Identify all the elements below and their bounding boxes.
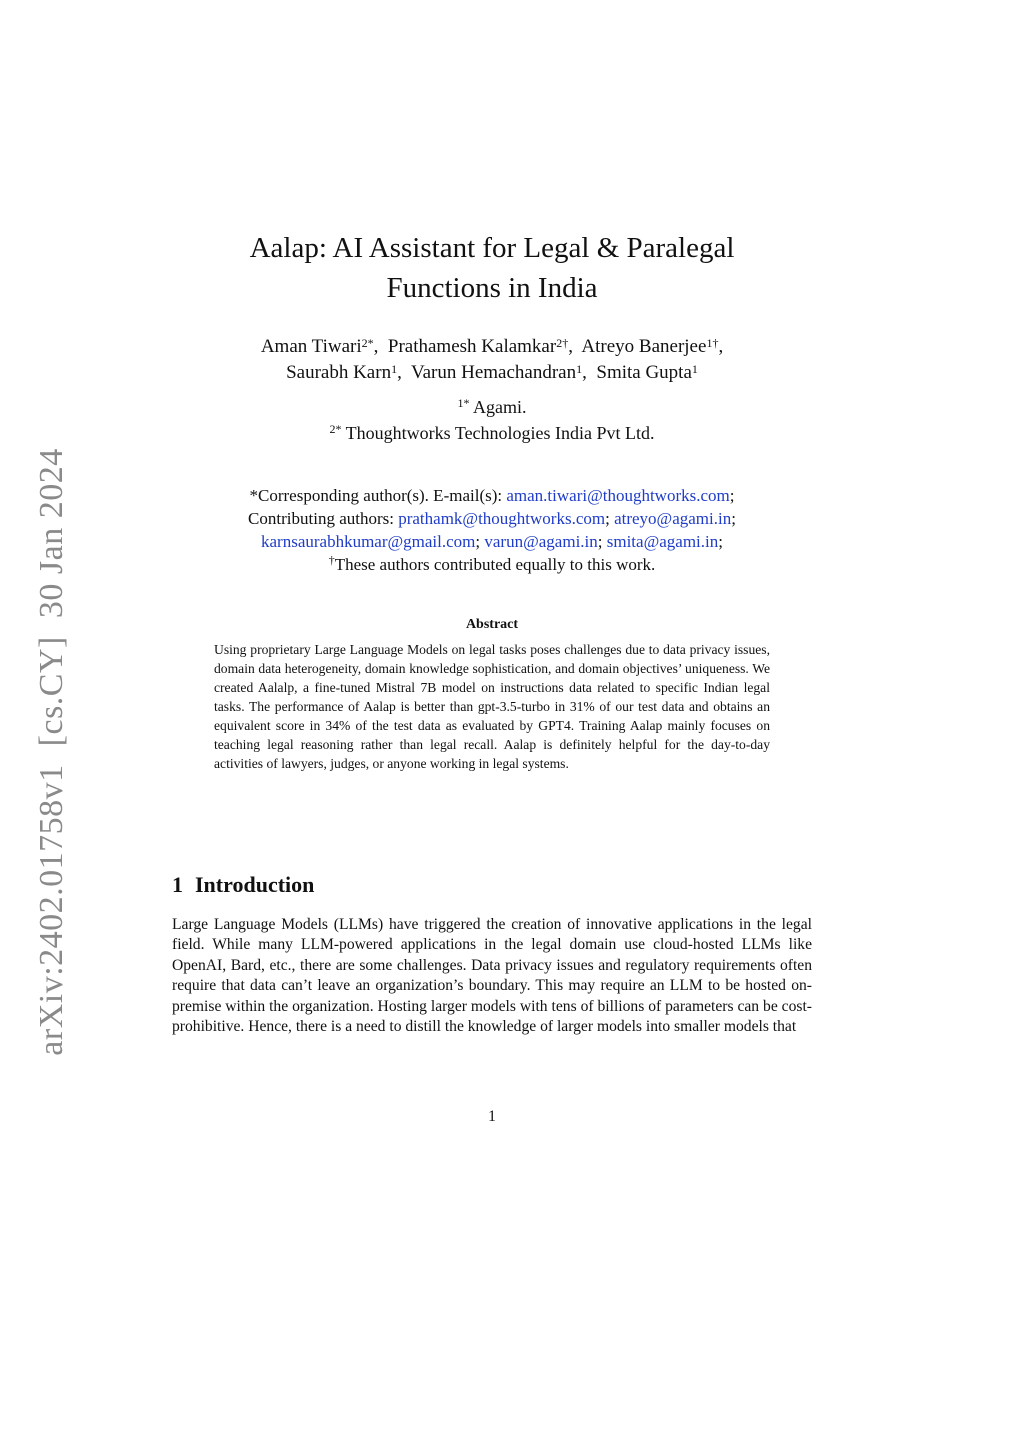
arxiv-date: 30 Jan 2024 — [33, 448, 70, 619]
author: , Prathamesh Kalamkar$^{2\dagger}$ — [374, 336, 569, 357]
abstract-heading: Abstract — [465, 617, 519, 632]
email-link[interactable]: karnsaurabhkumar@gmail.com — [261, 532, 476, 551]
arxiv-category: [cs.CY] — [33, 636, 70, 747]
email-link[interactable]: aman.tiwari@thoughtworks.com — [506, 486, 730, 505]
author-line-1 — [212, 334, 772, 360]
section-title: Introduction — [195, 872, 315, 897]
affiliation: $^{2*}$ Thoughtworks Technologies India Pvt Ltd. — [329, 422, 655, 443]
email-link[interactable]: prathamk@thoughtworks.com — [398, 509, 606, 528]
email-link[interactable]: varun@agami.in — [484, 532, 598, 551]
contributing-authors-line: Contributing authors: prathamk@thoughtworks.com; atreyo@agami.in; — [248, 509, 736, 528]
author: Saurabh Karn$^1$ — [286, 362, 398, 383]
email-link[interactable]: atreyo@agami.in — [614, 509, 732, 528]
affiliation: $^{1*}$ Agami. — [457, 396, 527, 417]
email-link[interactable]: smita@agami.in — [606, 532, 719, 551]
author: , Atreyo Banerjee$^{1\dagger}$ , — [568, 336, 723, 357]
introduction-text: Large Language Models (LLMs) have triggered the creation of innovative applications in the legal field. While many LLM-powered applications in the legal domain use cloud-hosted LLMs like OpenAI, Bard, etc., there are some challenges. Data privacy issues and regulatory requirements often require that data can’t leave an organization’s boundary. This may require an LLM to be hosted on-premise within the organization. Hosting larger models with tens of billions of parameters can be cost-prohibitive. Hence, there is a need to distill the knowledge of larger models into smaller models that — [172, 916, 812, 1036]
correspondence-block — [182, 484, 802, 576]
section-heading — [172, 872, 314, 898]
corresponding-author-line: *Corresponding author(s). E-mail(s): aman.tiwari@thoughtworks.com; — [249, 486, 735, 505]
page-number: 1 — [488, 1108, 496, 1125]
section-number: 1 — [172, 872, 183, 897]
author-line-2 — [212, 360, 772, 386]
author: , Varun Hemachandran$^1$ — [397, 362, 582, 383]
affiliations — [212, 394, 772, 446]
equal-contribution-note: †These authors contributed equally to this work. — [328, 553, 656, 574]
author: , Smita Gupta$^1$ — [582, 362, 698, 383]
abstract-text: Using proprietary Large Language Models on legal tasks poses challenges due to data privacy issues, domain data heterogeneity, domain knowledge sophistication, and domain objectives’ uniqueness. We created Aalalp, a fine-tuned Mistral 7B model on instructions data related to specific Indian legal tasks. The performance of Aalap is better than gpt-3.5-turbo in 31% of our test data and obtains an equivalent score in 34% of the test data as evaluated by GPT4. Training Aalap mainly focuses on teaching legal reasoning rather than legal recall. Aalap is definitely helpful for the day-to-day activities of lawyers, judges, or anyone working in legal systems. — [214, 642, 770, 771]
author: Aman Tiwari$^{2*}$ — [260, 336, 374, 357]
author-list — [212, 334, 772, 386]
arxiv-sidebar-stamp — [33, 448, 71, 1055]
paper-title: Aalap: AI Assistant for Legal & Paralegal Functions in India — [249, 232, 735, 304]
arxiv-id: arXiv:2402.01758v1 — [33, 764, 70, 1056]
contributing-authors-line: karnsaurabhkumar@gmail.com; varun@agami.in; smita@agami.in; — [261, 532, 723, 551]
